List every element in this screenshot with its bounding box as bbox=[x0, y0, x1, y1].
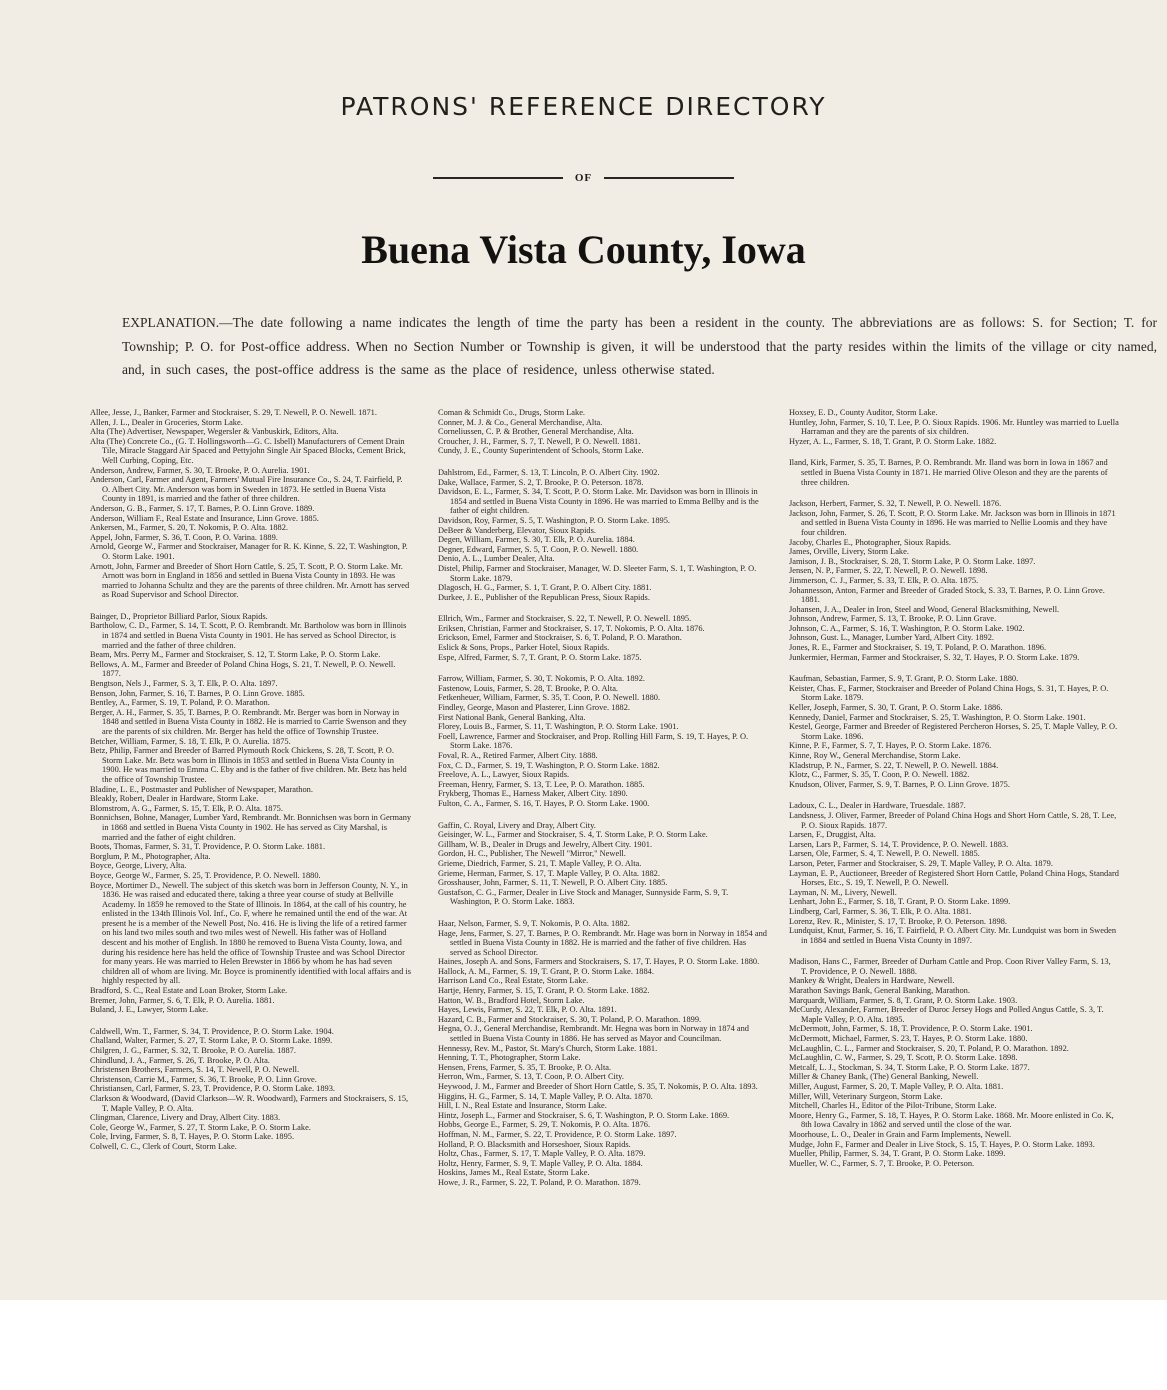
directory-entry: Higgins, H. G., Farmer, S. 14, T. Maple Valley, P. O. Alta. 1870. bbox=[438, 1091, 653, 1101]
directory-entry: Johannesson, Anton, Farmer and Breeder of Graded Stock, S. 33, T. Barnes, P. O. Linn Grove. 1881. bbox=[789, 585, 1105, 605]
county-title: Buena Vista County, Iowa bbox=[361, 227, 806, 272]
directory-entry: Metcalf, L. J., Stockman, S. 34, T. Storm Lake, P. O. Storm Lake. 1877. bbox=[789, 1062, 1030, 1072]
directory-entry: Buland, J. E., Lawyer, Storm Lake. bbox=[90, 1005, 209, 1015]
directory-entry: Marquardt, William, Farmer, S. 8, T. Grant, P. O. Storm Lake. 1903. bbox=[789, 995, 1018, 1005]
directory-entry: Boyce, George W., Farmer, S. 25, T. Providence, P. O. Newell. 1880. bbox=[90, 870, 321, 880]
directory-entry: Harrison Land Co., Real Estate, Storm Lake. bbox=[438, 976, 589, 986]
directory-entry: Kestel, George, Farmer and Breeder of Registered Percheron Horses, S. 25, T. Maple Valley, P. O. Storm Lake. 1896. bbox=[789, 722, 1118, 741]
directory-entry: Foell, Lawrence, Farmer and Stockraiser, and Prop. Rolling Hill Farm, S. 19, T. Hayes, P. O. Storm Lake. 1876. bbox=[438, 731, 749, 751]
directory-entry: Dake, Wallace, Farmer, S. 2, T. Brooke, P. O. Peterson. 1878. bbox=[438, 477, 644, 487]
directory-entry: Holland, P. O. Blacksmith and Horseshoer, Sioux Rapids. bbox=[438, 1139, 631, 1149]
directory-entry: Croucher, J. H., Farmer, S. 7, T. Newell, P. O. Newell. 1881. bbox=[438, 436, 641, 446]
directory-entry: Johnson, C. A., Farmer, S. 16, T. Washington, P. O. Storm Lake. 1902. bbox=[789, 623, 1025, 633]
directory-entry: Mueller, W. C., Farmer, S. 7, T. Brooke, P. O. Peterson. bbox=[789, 1158, 975, 1168]
letter-group bbox=[789, 957, 1119, 1168]
directory-entry: Findley, George, Mason and Plasterer, Linn Grove. 1882. bbox=[438, 703, 631, 713]
directory-entry: Johnson, Gust. L., Manager, Lumber Yard, Albert City. 1892. bbox=[789, 633, 994, 643]
directory-entry: First National Bank, General Banking, Alta. bbox=[438, 712, 586, 722]
directory-entry: Hyzer, A. L., Farmer, S. 18, T. Grant, P. O. Storm Lake. 1882. bbox=[789, 436, 997, 446]
directory-entry: Cundy, J. E., County Superintendent of Schools, Storm Lake. bbox=[438, 446, 644, 456]
directory-entry: Benson, John, Farmer, S. 16, T. Barnes, P. O. Linn Grove. 1885. bbox=[90, 688, 305, 698]
directory-entry: Jones, R. E., Farmer and Stockraiser, S. 19, T. Poland, P. O. Marathon. 1896. bbox=[789, 643, 1047, 653]
divider-rule-right bbox=[604, 177, 734, 179]
directory-entry: Ladoux, C. L., Dealer in Hardware, Truesdale. 1887. bbox=[789, 801, 966, 811]
directory-entry: Lenhart, John E., Farmer, S. 18, T. Grant, P. O. Storm Lake. 1899. bbox=[789, 897, 1011, 907]
directory-entry: Miller, Will, Veterinary Surgeon, Storm Lake. bbox=[789, 1091, 943, 1101]
directory-entry: Chindlund, J. A., Farmer, S. 26, T. Brooke, P. O. Alta. bbox=[90, 1055, 270, 1065]
directory-entry: McLaughlin, C. L., Farmer and Stockraiser, S. 20, T. Poland, P. O. Marathon. 1892. bbox=[789, 1043, 1069, 1053]
directory-entry: Keister, Chas. F., Farmer, Stockraiser and Breeder of Poland China Hogs, S. 31, T. Hayes, P. O. Storm Lake. 1879. bbox=[789, 683, 1109, 703]
directory-entry: Marathon Savings Bank, General Banking, Marathon. bbox=[789, 986, 970, 996]
directory-entry: Johansen, J. A., Dealer in Iron, Steel and Wood, General Blacksmithing, Newell. bbox=[789, 604, 1060, 614]
directory-entry: Hoskins, James M., Real Estate, Storm Lake. bbox=[438, 1168, 590, 1178]
directory-entry: Foval, R. A., Retired Farmer, Albert City. 1888. bbox=[438, 751, 598, 760]
directory-entry: Distel, Philip, Farmer and Stockraiser, Manager, W. D. Sleeter Farm, S. 1, T. Washington, P. O. Storm Lake. 1879. bbox=[438, 563, 757, 583]
directory-entry: Bleakly, Robert, Dealer in Hardware, Storm Lake. bbox=[90, 794, 259, 804]
directory-entry: Hallock, A. M., Farmer, S. 19, T. Grant, P. O. Storm Lake. 1884. bbox=[438, 966, 654, 976]
title-divider bbox=[0, 168, 1167, 188]
directory-entry: Coman & Schmidt Co., Drugs, Storm Lake. bbox=[438, 408, 586, 417]
directory-entry: Lundquist, Knut, Farmer, S. 16, T. Fairfield, P. O. Albert City. Mr. Lundquist was born in Sweden in 1884 and settled in Buena Vista County in 1897. bbox=[789, 926, 1117, 945]
explanation-paragraph: EXPLANATION.—The date following a name indicates the length of time the party has been a resident in the county. The abbreviations are as follows: S. for Section; T. for Township; P. O. for Post-office address. When no Section Number or Township is given, it will be understood that the party resides within the limits of the village or city named, and, in such cases, the post-office address is the same as the place of residence, unless otherwise stated. bbox=[122, 315, 1157, 377]
directory-entry: Boyce, Mortimer D., Newell. The subject of this sketch was born in Jefferson County, N. Y., in 1836. He was raised and educated there, taking a three year course of study at Bellville Academy. In 1859 he removed to the State of Illinois. In 1864, at the call of his country, he enlisted in the 134th Illinois Vol. Inf., Co. F, where he remained until the end of the war. At present he is a member of the Newell Post, No. 416. He is living the life of a retired farmer on his land two miles south and two miles west of Newell. His father was of Holland descent and his mother of English. In 1880 he removed to Buena Vista County, Iowa, and during his residence here has held the office of Township Trustee and was School Director for many years. He was married to Helen Brewster in 1866 by whom he has had seven children all of whom are living. Mr. Boyce is prominently identified with local affairs and is highly respected by all. bbox=[90, 880, 411, 986]
directory-entry: Appel, John, Farmer, S. 36, T. Coon, P. O. Varina. 1889. bbox=[90, 532, 278, 542]
directory-entry: Durkee, J. E., Publisher of the Republican Press, Sioux Rapids. bbox=[438, 592, 650, 602]
letter-group bbox=[789, 801, 1119, 945]
directory-entry: Betcher, William, Farmer, S. 18, T. Elk, P. O. Aurelia. 1875. bbox=[90, 736, 291, 746]
directory-entry: Hazard, C. B., Farmer and Stockraiser, S. 30, T. Poland, P. O. Marathon. 1899. bbox=[438, 1014, 702, 1024]
letter-group bbox=[90, 1027, 412, 1152]
directory-entry: Jackson, John, Farmer, S. 26, T. Scott, P. O. Storm Lake. Mr. Jackson was born in Illinois in 1871 and settled in Buena Vista County in 1896. He was married to Nellie Loomis and they have four children. bbox=[789, 508, 1116, 537]
directory-entry: Hatton, W. B., Bradford Hotel, Storm Lake. bbox=[438, 995, 585, 1005]
directory-entry: Kinne, Roy W., General Merchandise, Storm Lake. bbox=[789, 751, 961, 760]
directory-entry: Heywood, J. M., Farmer and Breeder of Short Horn Cattle, S. 35, T. Nokomis, P. O. Alta. 1893. bbox=[438, 1082, 758, 1091]
directory-entry: Caldwell, Wm. T., Farmer, S. 34, T. Providence, P. O. Storm Lake. 1904. bbox=[90, 1026, 334, 1036]
directory-entry: Davidson, Roy, Farmer, S. 5, T. Washington, P. O. Storm Lake. 1895. bbox=[438, 515, 671, 525]
directory-entry: Layman, E. P., Auctioneer, Breeder of Registered Short Horn Cattle, Poland China Hogs, Standard Horses, Etc., S. 19, T. Newell, P. O. Newell. bbox=[789, 868, 1119, 888]
directory-entry: Haar, Nelson, Farmer, S. 9, T. Nokomis, P. O. Alta. 1882. bbox=[438, 918, 630, 928]
directory-entry: Holtz, Henry, Farmer, S. 9, T. Maple Valley, P. O. Alta. 1884. bbox=[438, 1158, 643, 1168]
directory-entry: Ankersen, M., Farmer, S. 20, T. Nokomis, P. O. Alta. 1882. bbox=[90, 523, 289, 533]
letter-group bbox=[438, 468, 768, 602]
directory-entry: Iland, Kirk, Farmer, S. 35, T. Barnes, P. O. Rembrandt. Mr. Iland was born in Iowa in 1867 and settled in Buena Vista County in 1871. He married Olive Oleson and they are the parents of three children. bbox=[789, 458, 1108, 487]
letter-group bbox=[438, 919, 768, 1188]
directory-entry: Hegna, O. J., General Merchandise, Rembrandt. Mr. Hegna was born in Norway in 1874 and settled in Buena Vista County in 1886. He has served as Mayor and Councilman. bbox=[438, 1024, 749, 1044]
directory-entry: Bladine, L. E., Postmaster and Publisher of Newspaper, Marathon. bbox=[90, 784, 313, 794]
directory-entry: Freeman, Henry, Farmer, S. 13, T. Lee, P. O. Marathon. 1885. bbox=[438, 779, 645, 789]
directory-entry: Betz, Philip, Farmer and Breeder of Barred Plymouth Rock Chickens, S. 28, T. Scott, P. O. Storm Lake. Mr. Betz was born in Illinois in 1853 and settled in Buena Vista County in 1900. He was married to Emma C. Eby and is the father of five children. Mr. Betz has held the office of Township Trustee. bbox=[90, 746, 407, 784]
directory-entry: Borglum, P. M., Photographer, Alta. bbox=[90, 851, 211, 861]
directory-entry: Madison, Hans C., Farmer, Breeder of Durham Cattle and Prop. Coon River Valley Farm, S. 13, T. Providence, P. O. Newell. 1888. bbox=[789, 957, 1111, 976]
directory-entry: Bremer, John, Farmer, S. 6, T. Elk, P. O. Aurelia. 1881. bbox=[90, 995, 275, 1005]
directory-entry: Kinne, P. F., Farmer, S. 7, T. Hayes, P. O. Storm Lake. 1876. bbox=[789, 741, 992, 751]
directory-entry: Berger, A. H., Farmer, S. 35, T. Barnes, P. O. Rembrandt. Mr. Berger was born in Norway in 1848 and settled in Buena Vista County in 1882. He is married to Carrie Swenson and they are the parents of six children. Mr. Berger has held the office of Township Trustee. bbox=[90, 707, 407, 736]
letter-group bbox=[789, 499, 1119, 662]
directory-entry: Larsen, Lars P., Farmer, S. 14, T. Providence, P. O. Newell. 1883. bbox=[789, 839, 1009, 849]
divider-rule-left bbox=[433, 177, 563, 179]
directory-entry: Hill, I. N., Real Estate and Insurance, Storm Lake. bbox=[438, 1101, 607, 1111]
directory-entry: Grosshauser, John, Farmer, S. 11, T. Newell, P. O. Albert City. 1885. bbox=[438, 878, 668, 888]
directory-entry: Mueller, Philip, Farmer, S. 34, T. Grant, P. O. Storm Lake. 1899. bbox=[789, 1149, 1006, 1159]
directory-entry: Hayes, Lewis, Farmer, S. 22, T. Elk, P. O. Alta. 1891. bbox=[438, 1005, 617, 1015]
directory-entry: Arnott, John, Farmer and Breeder of Short Horn Cattle, S. 25, T. Scott, P. O. Storm Lake. Mr. Arnott was born in England in 1856 and settled in Buena Vista County in 1893. He was married to Johanna Schultz and they are the parents of three children. Mr. Arnott has served as Road Supervisor and School Director. bbox=[90, 561, 410, 600]
directory-entry: Bentley, A., Farmer, S. 19, T. Poland, P. O. Marathon. bbox=[90, 698, 270, 708]
directory-entry: Klotz, C., Farmer, S. 35, T. Coon, P. O. Newell. 1882. bbox=[789, 770, 970, 780]
directory-entry: Hensen, Frens, Farmer, S. 35, T. Brooke, P. O. Alta. bbox=[438, 1062, 612, 1072]
letter-group bbox=[438, 408, 768, 456]
directory-entry: Hoffman, N. M., Farmer, S. 22, T. Providence, P. O. Storm Lake. 1897. bbox=[438, 1129, 677, 1139]
directory-column-3 bbox=[789, 408, 1119, 1288]
directory-entry: Miller, August, Farmer, S. 20, T. Maple Valley, P. O. Alta. 1881. bbox=[789, 1082, 1004, 1091]
directory-entry: Jamison, J. B., Stockraiser, S. 28, T. Storm Lake, P. O. Storm Lake. 1897. bbox=[789, 556, 1036, 566]
directory-entry: Larsen, Ole, Farmer, S. 4, T. Newell, P. O. Newell. 1885. bbox=[789, 849, 980, 859]
directory-entry: Boots, Thomas, Farmer, S. 31, T. Providence, P. O. Storm Lake. 1881. bbox=[90, 842, 326, 852]
directory-entry: DeBeer & Vanderberg, Elevator, Sioux Rapids. bbox=[438, 525, 596, 535]
directory-entry: Jackson, Herbert, Farmer, S. 32, T. Newell, P. O. Newell. 1876. bbox=[789, 499, 1002, 509]
directory-entry: Jacoby, Charles E., Photographer, Sioux Rapids. bbox=[789, 537, 951, 547]
directory-entry: Jimmerson, C. J., Farmer, S. 33, T. Elk, P. O. Alta. 1875. bbox=[789, 575, 979, 585]
directory-entry: Layman, N. M., Livery, Newell. bbox=[789, 887, 897, 897]
directory-entry: Keller, Joseph, Farmer, S. 30, T. Grant, P. O. Storm Lake. 1886. bbox=[789, 703, 1003, 713]
directory-entry: Fulton, C. A., Farmer, S. 16, T. Hayes, P. O. Storm Lake. 1900. bbox=[438, 798, 650, 808]
directory-entry: Challand, Walter, Farmer, S. 27, T. Storm Lake, P. O. Storm Lake. 1899. bbox=[90, 1036, 333, 1046]
directory-entry: Cole, Irving, Farmer, S. 8, T. Hayes, P. O. Storm Lake. 1895. bbox=[90, 1132, 295, 1142]
directory-entry: Grieme, Herman, Farmer, S. 17, T. Maple Valley, P. O. Alta. 1882. bbox=[438, 868, 660, 878]
directory-entry: Alta (The) Concrete Co., (G. T. Hollingsworth—G. C. Isbell) Manufacturers of Cement Drain Tile, Miracle Staggard Air Spaced and Pettyjohn Single Air Spaced Blocks, Cement Brick, Well Curbing, Coping, Etc. bbox=[90, 436, 406, 465]
directory-entry: James, Orville, Livery, Storm Lake. bbox=[789, 547, 909, 557]
directory-entry: Anderson, William F., Real Estate and Insurance, Linn Grove. 1885. bbox=[90, 513, 319, 523]
directory-entry: Gillham, W. B., Dealer in Drugs and Jewelry, Albert City. 1901. bbox=[438, 839, 653, 849]
directory-entry: Grieme, Diedrich, Farmer, S. 21, T. Maple Valley, P. O. Alta. bbox=[438, 858, 642, 868]
directory-entry: Christiansen, Carl, Farmer, S. 23, T. Providence, P. O. Storm Lake. 1893. bbox=[90, 1084, 335, 1094]
directory-entry: Farrow, William, Farmer, S. 30, T. Nokomis, P. O. Alta. 1892. bbox=[438, 674, 645, 684]
letter-group bbox=[789, 458, 1119, 487]
directory-entry: Fastenow, Louis, Farmer, S. 28, T. Brooke, P. O. Alta. bbox=[438, 683, 619, 693]
letter-group bbox=[438, 674, 768, 808]
directory-entry: Colwell, C. C., Clerk of Court, Storm Lake. bbox=[90, 1141, 237, 1151]
directory-entry: Anderson, Andrew, Farmer, S. 30, T. Brooke, P. O. Aurelia. 1901. bbox=[90, 465, 310, 475]
directory-entry: Denio, A. L., Lumber Dealer, Alta. bbox=[438, 554, 555, 564]
directory-entry: Hobbs, George E., Farmer, S. 29, T. Nokomis, P. O. Alta. 1876. bbox=[438, 1120, 651, 1130]
directory-entry: Eslick & Sons, Props., Parker Hotel, Sioux Rapids. bbox=[438, 643, 610, 653]
directory-entry: Kaufman, Sebastian, Farmer, S. 9, T. Grant, P. O. Storm Lake. 1880. bbox=[789, 674, 1019, 684]
directory-entry: Degner, Edward, Farmer, S. 5, T. Coon, P. O. Newell. 1880. bbox=[438, 544, 639, 554]
directory-entry: Henning, T. T., Photographer, Storm Lake. bbox=[438, 1053, 581, 1063]
directory-entry: Dahlstrom, Ed., Farmer, S. 13, T. Lincoln, P. O. Albert City. 1902. bbox=[438, 467, 660, 477]
directory-entry: Hennessy, Rev. M., Pastor, St. Mary's Church, Storm Lake. 1881. bbox=[438, 1043, 658, 1053]
directory-entry: Geisinger, W. L., Farmer and Stockraiser, S. 4, T. Storm Lake, P. O. Storm Lake. bbox=[438, 830, 708, 840]
directory-entry: Jensen, N. P., Farmer, S. 22, T. Newell, P. O. Newell. 1898. bbox=[789, 566, 988, 576]
directory-entry: Dlagosch, H. G., Farmer, S. 1, T. Grant, P. O. Albert City. 1881. bbox=[438, 583, 652, 593]
directory-entry: Bainger, D., Proprietor Billiard Parlor, Sioux Rapids. bbox=[90, 611, 268, 621]
directory-entry: Clingman, Clarence, Livery and Dray, Albert City. 1883. bbox=[90, 1113, 281, 1123]
directory-entry: Blomstrom, A. G., Farmer, S. 15, T. Elk, P. O. Alta. 1875. bbox=[90, 803, 283, 813]
directory-entry: Florey, Louis B., Farmer, S. 11, T. Washington, P. O. Storm Lake. 1901. bbox=[438, 722, 679, 732]
directory-entry: Arnold, George W., Farmer and Stockraiser, Manager for R. K. Kinne, S. 22, T. Washington, P. O. Storm Lake. 1901. bbox=[90, 542, 408, 561]
letter-group bbox=[90, 408, 412, 600]
letter-group bbox=[90, 612, 412, 1015]
directory-entry: Bartholow, C. D., Farmer, S. 14, T. Scott, P. O. Rembrandt. Mr. Bartholow was born in Illinois in 1874 and settled in Buena Vista County in 1901. He has served as School Director, is married and the father of three children. bbox=[90, 621, 407, 650]
letter-group bbox=[438, 614, 768, 662]
directory-entry: Beam, Mrs. Perry M., Farmer and Stockraiser, S. 12, T. Storm Lake, P. O. Storm Lake. bbox=[90, 650, 381, 660]
letter-group bbox=[789, 408, 1119, 446]
directory-entry: Lorenz, Rev. R., Minister, S. 17, T. Brooke, P. O. Peterson. 1898. bbox=[789, 916, 1007, 926]
directory-entry: Mudge, John F., Farmer and Dealer in Live Stock, S. 15, T. Hayes, P. O. Storm Lake. 1893. bbox=[789, 1139, 1095, 1149]
bottom-margin bbox=[0, 1300, 1167, 1390]
directory-entry: Gustafson, C. G., Farmer, Dealer in Live Stock and Manager, Sunnyside Farm, S. 9, T. Washington, P. O. Storm Lake. 1883. bbox=[438, 887, 729, 907]
directory-entry: Miller & Chaney Bank, (The) General Banking, Newell. bbox=[789, 1072, 979, 1082]
directory-entry: McDermott, Michael, Farmer, S. 23, T. Hayes, P. O. Storm Lake. 1880. bbox=[789, 1034, 1028, 1044]
letter-group bbox=[789, 674, 1119, 789]
directory-entry: Anderson, G. B., Farmer, S. 17, T. Barnes, P. O. Linn Grove. 1889. bbox=[90, 503, 315, 513]
directory-entry: Cole, George W., Farmer, S. 27, T. Storm Lake, P. O. Storm Lake. bbox=[90, 1122, 311, 1132]
directory-entry: Howe, J. R., Farmer, S. 22, T. Poland, P. O. Marathon. 1879. bbox=[438, 1177, 641, 1187]
letter-group bbox=[438, 821, 768, 907]
directory-entry: Conner, M. J. & Co., General Merchandise, Alta. bbox=[438, 417, 603, 427]
directory-column-1 bbox=[90, 408, 412, 1288]
directory-entry: Christensen Brothers, Farmers, S. 14, T. Newell, P. O. Newell. bbox=[90, 1065, 300, 1075]
directory-entry: Eriksen, Christian, Farmer and Stockraiser, S. 17, T. Nokomis, P. O. Alta. 1876. bbox=[438, 623, 705, 633]
directory-entry: Hoxsey, E. D., County Auditor, Storm Lake. bbox=[789, 408, 938, 417]
directory-entry: Freelove, A. L., Lawyer, Sioux Rapids. bbox=[438, 770, 570, 780]
directory-entry: Fetkenheuer, William, Farmer, S. 35, T. Coon, P. O. Newell. 1880. bbox=[438, 693, 661, 703]
directory-entry: Bonnichsen, Bohne, Manager, Lumber Yard, Rembrandt. Mr. Bonnichsen was born in Germany in 1868 and settled in Buena Vista County in 1902. He has served as City Marshal, is married and the father of eight children. bbox=[90, 813, 412, 842]
directory-entry: Bradford, S. C., Real Estate and Loan Broker, Storm Lake. bbox=[90, 986, 288, 996]
directory-entry: Kladstrup, P. N., Farmer, S. 22, T. Newell, P. O. Newell. 1884. bbox=[789, 760, 999, 770]
directory-entry: Haines, Joseph A. and Sons, Farmers and Stockraisers, S. 17, T. Hayes, P. O. Storm Lake. 1880. bbox=[438, 957, 760, 967]
directory-entry: Bellows, A. M., Farmer and Breeder of Poland China Hogs, S. 21, T. Newell, P. O. Newell. 1877. bbox=[90, 659, 396, 679]
directory-entry: Corneliussen, C. P. & Brother, General Merchandise, Alta. bbox=[438, 427, 634, 437]
directory-entry: Knudson, Oliver, Farmer, S. 9, T. Barnes, P. O. Linn Grove. 1875. bbox=[789, 779, 1010, 789]
directory-entry: Bengtson, Nels J., Farmer, S. 3, T. Elk, P. O. Alta. 1897. bbox=[90, 679, 278, 689]
directory-entry: Hintz, Joseph L., Farmer and Stockraiser, S. 6, T. Washington, P. O. Storm Lake. 1869. bbox=[438, 1110, 730, 1120]
directory-entry: Gaffin, C. Royal, Livery and Dray, Albert City. bbox=[438, 820, 596, 830]
directory-entry: Ellrich, Wm., Farmer and Stockraiser, S. 22, T. Newell, P. O. Newell. 1895. bbox=[438, 614, 692, 624]
directory-entry: Allen, J. L., Dealer in Groceries, Storm Lake. bbox=[90, 417, 243, 427]
directory-entry: McCurdy, Alexander, Farmer, Breeder of Duroc Jersey Hogs and Polled Angus Cattle, S. 3, T. Maple Valley, P. O. Alta. 1895. bbox=[789, 1005, 1104, 1024]
directory-entry: Johnson, Andrew, Farmer, S. 13, T. Brooke, P. O. Linn Grave. bbox=[789, 614, 997, 624]
directory-entry: Kennedy, Daniel, Farmer and Stockraiser, S. 25, T. Washington, P. O. Storm Lake. 1901. bbox=[789, 712, 1086, 722]
directory-entry: Moore, Henry G., Farmer, S. 18, T. Hayes, P. O. Storm Lake. 1868. Mr. Moore enlisted in Co. K, 8th Iowa Cavalry in 1862 and served until the close of the war. bbox=[789, 1110, 1114, 1130]
directory-entry: Espe, Alfred, Farmer, S. 7, T. Grant, P. O. Storm Lake. 1875. bbox=[438, 652, 642, 662]
directory-title: PATRONS' REFERENCE DIRECTORY bbox=[340, 92, 827, 121]
directory-entry: Chilgren, J. G., Farmer, S. 32, T. Brooke, P. O. Aurelia. 1887. bbox=[90, 1046, 296, 1055]
directory-entry: Larsen, F., Druggist, Alta. bbox=[789, 830, 876, 840]
of-label: OF bbox=[574, 172, 593, 184]
directory-entry: Allee, Jesse, J., Banker, Farmer and Stockraiser, S. 29, T. Newell, P. O. Newell. 1871. bbox=[90, 408, 377, 417]
directory-entry: Lindberg, Carl, Farmer, S. 36, T. Elk, P. O. Alta. 1881. bbox=[789, 906, 972, 916]
directory-entry: Anderson, Carl, Farmer and Agent, Farmers' Mutual Fire Insurance Co., S. 24, T. Fairfield, P. O. Albert City. Mr. Anderson was born in Sweden in 1873. He settled in Buena Vista County in 1891, is married and the father of three children. bbox=[90, 475, 403, 504]
directory-entry: Moorhouse, L. O., Dealer in Grain and Farm Implements, Newell. bbox=[789, 1129, 1012, 1139]
directory-entry: Mankey & Wright, Dealers in Hardware, Newell. bbox=[789, 976, 955, 986]
directory-entry: Frykberg, Thomas E., Harness Maker, Albert City. 1890. bbox=[438, 789, 628, 799]
directory-entry: McDermott, John, Farmer, S. 18, T. Providence, P. O. Storm Lake. 1901. bbox=[789, 1024, 1033, 1034]
directory-entry: Christenson, Carrie M., Farmer, S. 36, T. Brooke, P. O. Linn Grove. bbox=[90, 1074, 317, 1084]
directory-entry: Hage, Jens, Farmer, S. 27, T. Barnes, P. O. Rembrandt. Mr. Hage was born in Norway in 1854 and settled in Buena Vista County in 1882. He is married and the father of five children. Has served as School Director. bbox=[438, 928, 767, 957]
directory-entry: Larson, Peter, Farmer and Stockraiser, S. 29, T. Maple Valley, P. O. Alta. 1879. bbox=[789, 858, 1053, 868]
directory-entry: Herron, Wm., Farmer, S. 13, T. Coon, P. O. Albert City. bbox=[438, 1072, 624, 1082]
directory-entry: Boyce, George, Livery, Alta. bbox=[90, 861, 187, 871]
directory-entry: Junkermier, Herman, Farmer and Stockraiser, S. 32, T. Hayes, P. O. Storm Lake. 1879. bbox=[789, 652, 1080, 662]
directory-entry: Erickson, Emel, Farmer and Stockraiser, S. 6, T. Poland, P. O. Marathon. bbox=[438, 633, 682, 643]
directory-entry: Mitchell, Charles H., Editor of the Pilot-Tribune, Storm Lake. bbox=[789, 1101, 997, 1111]
directory-entry: Davidson, E. L., Farmer, S. 34, T. Scott, P. O. Storm Lake. Mr. Davidson was born in Illinois in 1854 and settled in Buena Vista County in 1896. He was married to Emma Bellby and is the father of eight children. bbox=[438, 487, 759, 516]
directory-entry: Fox, C. D., Farmer, S. 19, T. Washington, P. O. Storm Lake. 1882. bbox=[438, 760, 660, 770]
directory-entry: Clarkson & Woodward, (David Clarkson—W. R. Woodward), Farmers and Stockraisers, S. 15, T. Maple Valley, P. O. Alta. bbox=[90, 1093, 409, 1113]
directory-entry: Holtz, Chas., Farmer, S. 17, T. Maple Valley, P. O. Alta. 1879. bbox=[438, 1149, 646, 1159]
directory-entry: McLaughlin, C. W., Farmer, S. 29, T. Scott, P. O. Storm Lake. 1898. bbox=[789, 1053, 1018, 1063]
directory-entry: Gordon, H. C., Publisher, The Newell "Mirror," Newell. bbox=[438, 849, 626, 859]
directory-entry: Degen, William, Farmer, S. 30, T. Elk, P. O. Aurelia. 1884. bbox=[438, 535, 635, 545]
directory-entry: Landsness, J. Oliver, Farmer, Breeder of Poland China Hogs and Short Horn Cattle, S. 28, T. Lee, P. O. Sioux Rapids. 1877. bbox=[789, 810, 1117, 830]
directory-entry: Alta (The) Advertiser, Newspaper, Wegersler & Vanbuskirk, Editors, Alta. bbox=[90, 427, 339, 437]
directory-column-2 bbox=[438, 408, 768, 1288]
directory-entry: Huntley, John, Farmer, S. 10, T. Lee, P. O. Sioux Rapids. 1906. Mr. Huntley was married to Luella Harraman and they are the parents of six children. bbox=[789, 417, 1119, 437]
directory-entry: Hartje, Henry, Farmer, S. 15, T. Grant, P. O. Storm Lake. 1882. bbox=[438, 986, 650, 996]
